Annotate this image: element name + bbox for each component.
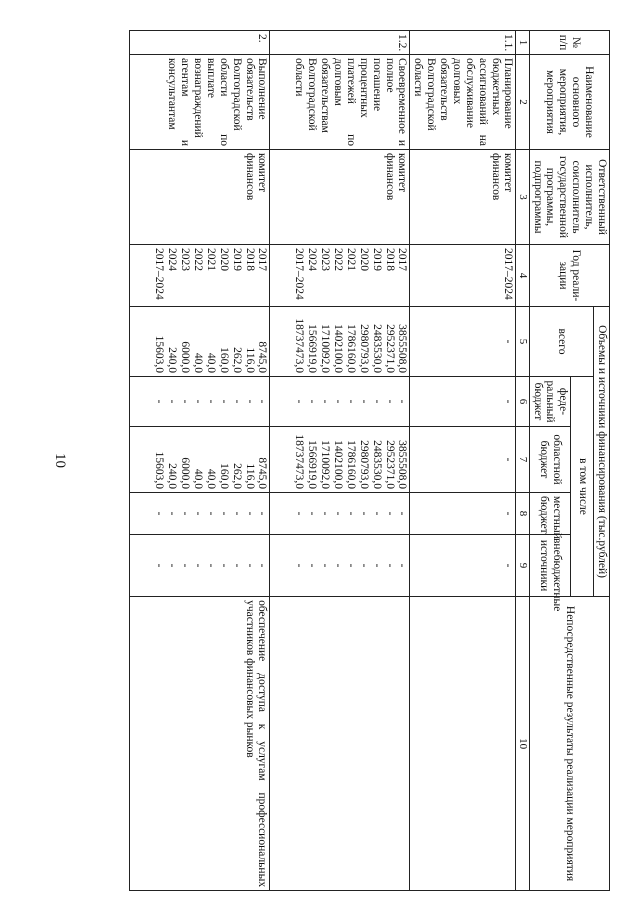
row-extrabudget: - - - - - - - - - bbox=[130, 535, 270, 597]
row-executor: комитет финансов bbox=[410, 150, 516, 245]
row-executor: комитет финансов bbox=[270, 150, 410, 245]
header-including: в том числе bbox=[571, 377, 594, 597]
header-financing: Объемы и источники финансирования (тыс.рублей) bbox=[594, 307, 610, 597]
row-extrabudget: - - - - - - - - - bbox=[270, 535, 410, 597]
col-number: 5 bbox=[516, 307, 529, 377]
row-local: - - - - - - - - - bbox=[270, 493, 410, 535]
col-number: 3 bbox=[516, 150, 529, 245]
row-regional: - bbox=[410, 427, 516, 493]
financing-table bbox=[129, 30, 610, 891]
header-federal: феде-ральный бюджет bbox=[529, 377, 571, 427]
header-name: Наименование основного мероприятия, мероприятия bbox=[529, 55, 609, 150]
row-federal: - bbox=[410, 377, 516, 427]
row-result bbox=[410, 597, 516, 891]
table-row bbox=[270, 31, 410, 891]
row-name: Выполнение обязательств Волгоградской области по выплате вознаграждений агентам и консультантам bbox=[130, 55, 270, 150]
row-total: 8745,0 116,0 262,0 160,0 40,0 40,0 6000,0 240,0 15603,0 bbox=[130, 307, 270, 377]
rotated-table-container bbox=[80, 30, 610, 890]
col-number: 6 bbox=[516, 377, 529, 427]
header-extrabudget: внебюджетные источники bbox=[529, 535, 571, 597]
table-row bbox=[410, 31, 516, 891]
header-num: № п/п bbox=[529, 31, 609, 55]
row-federal: - - - - - - - - - bbox=[130, 377, 270, 427]
row-federal: - - - - - - - - - bbox=[270, 377, 410, 427]
col-number: 2 bbox=[516, 55, 529, 150]
row-local: - bbox=[410, 493, 516, 535]
col-number: 8 bbox=[516, 493, 529, 535]
row-extrabudget: - bbox=[410, 535, 516, 597]
row-years: 2017–2024 bbox=[410, 245, 516, 307]
col-number: 4 bbox=[516, 245, 529, 307]
table-row bbox=[130, 31, 270, 891]
header-regional: областной бюджет bbox=[529, 427, 571, 493]
row-num: 2. bbox=[130, 31, 270, 55]
header-executor: Ответственный исполнитель, соисполнитель государственной программы, подпрограммы bbox=[529, 150, 609, 245]
row-regional: 3855508,0 2952371,0 2483530,0 2980793,0 1786160,0 1402100,0 1710092,0 1566919,0 18737473,0 bbox=[270, 427, 410, 493]
row-local: - - - - - - - - - bbox=[130, 493, 270, 535]
row-years: 2017 2018 2019 2020 2021 2022 2023 2024 2017–2024 bbox=[130, 245, 270, 307]
page-number: 10 bbox=[52, 453, 68, 468]
row-regional: 8745,0 116,0 262,0 160,0 40,0 40,0 6000,0 240,0 15603,0 bbox=[130, 427, 270, 493]
row-years: 2017 2018 2019 2020 2021 2022 2023 2024 2017–2024 bbox=[270, 245, 410, 307]
row-name: Планирование бюджетных ассигнований на обслуживание долговых обязательств Волгоградской области bbox=[410, 55, 516, 150]
col-number: 10 bbox=[516, 597, 529, 891]
row-total: - bbox=[410, 307, 516, 377]
row-num: 1.1. bbox=[410, 31, 516, 55]
row-num: 1.2. bbox=[270, 31, 410, 55]
column-number-row bbox=[516, 31, 529, 891]
header-results: Непосредственные результаты реализации мероприятия bbox=[529, 597, 609, 891]
row-total: 3855508,0 2952371,0 2483530,0 2980793,0 1786160,0 1402100,0 1710092,0 1566919,0 18737473,0 bbox=[270, 307, 410, 377]
row-name: Своевременное и полное погашение процентных платежей по долговым обязательствам Волгоградской области bbox=[270, 55, 410, 150]
col-number: 1 bbox=[516, 31, 529, 55]
row-executor: комитет финансов bbox=[130, 150, 270, 245]
header-total: всего bbox=[529, 307, 593, 377]
header-year: Год реали-зации bbox=[529, 245, 609, 307]
header-local: местный бюджет bbox=[529, 493, 571, 535]
col-number: 9 bbox=[516, 535, 529, 597]
col-number: 7 bbox=[516, 427, 529, 493]
row-result bbox=[270, 597, 410, 891]
row-result: обеспечение доступа к услугам профессиональных участников финансовых рынков bbox=[130, 597, 270, 891]
